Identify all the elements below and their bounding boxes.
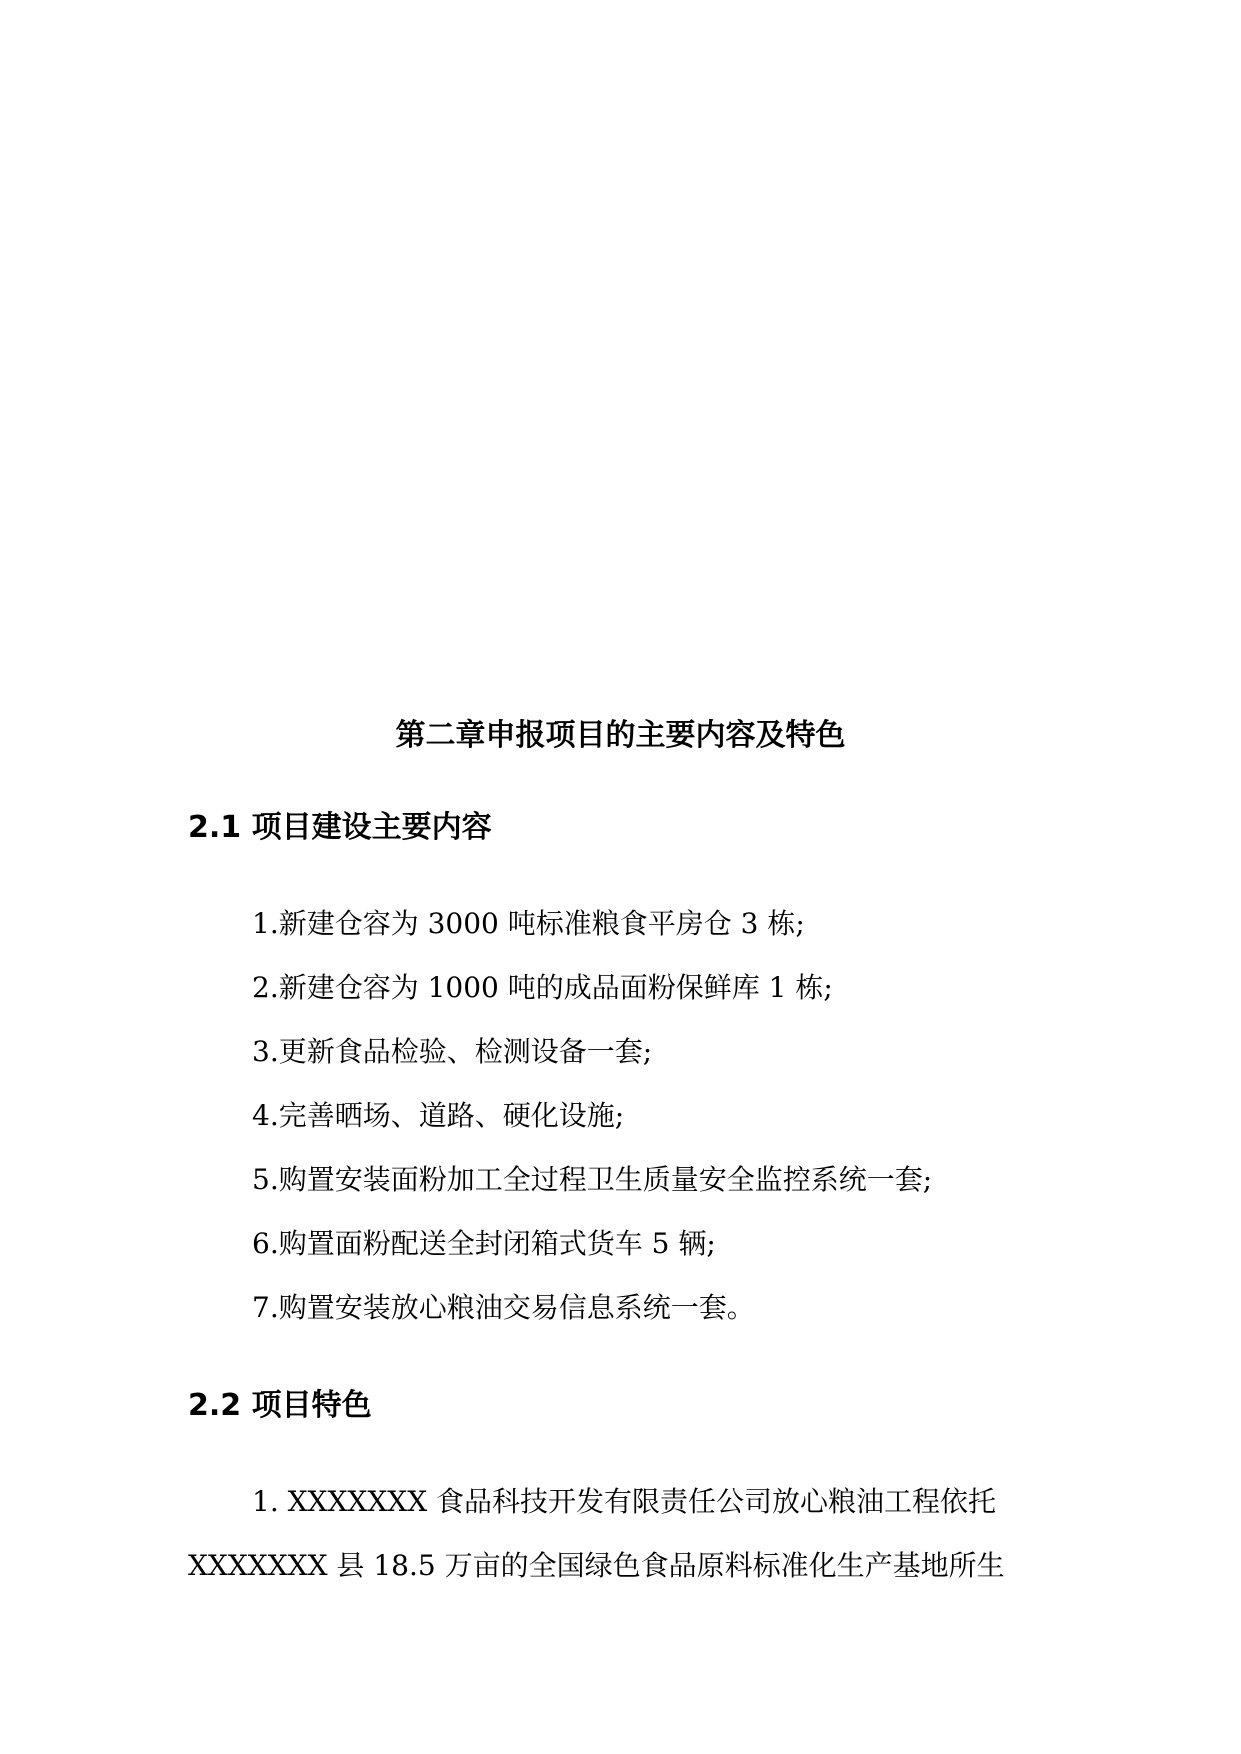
list-item: 6.购置面粉配送全封闭箱式货车 5 辆; (252, 1227, 716, 1260)
list-item: 1.新建仓容为 3000 吨标准粮食平房仓 3 栋; (252, 907, 805, 940)
list-item: 3.更新食品检验、检测设备一套; (252, 1035, 653, 1068)
list-item: 7.购置安装放心粮油交易信息系统一套。 (252, 1291, 755, 1324)
chapter-title: 第二章申报项目的主要内容及特色 (395, 718, 846, 753)
paragraph-line: 1. XXXXXXX 食品科技开发有限责任公司放心粮油工程依托 (252, 1485, 997, 1518)
paragraph-line: XXXXXXX 县 18.5 万亩的全国绿色食品原料标准化生产基地所生 (188, 1549, 1005, 1582)
construction-content-list (252, 904, 932, 1352)
section-heading-2-1: 2.1 项目建设主要内容 (188, 810, 492, 845)
list-item: 4.完善晒场、道路、硬化设施; (252, 1099, 625, 1132)
list-item: 2.新建仓容为 1000 吨的成品面粉保鲜库 1 栋; (252, 971, 833, 1004)
section-heading-2-2: 2.2 项目特色 (188, 1388, 372, 1423)
list-item: 5.购置安装面粉加工全过程卫生质量安全监控系统一套; (252, 1163, 933, 1196)
